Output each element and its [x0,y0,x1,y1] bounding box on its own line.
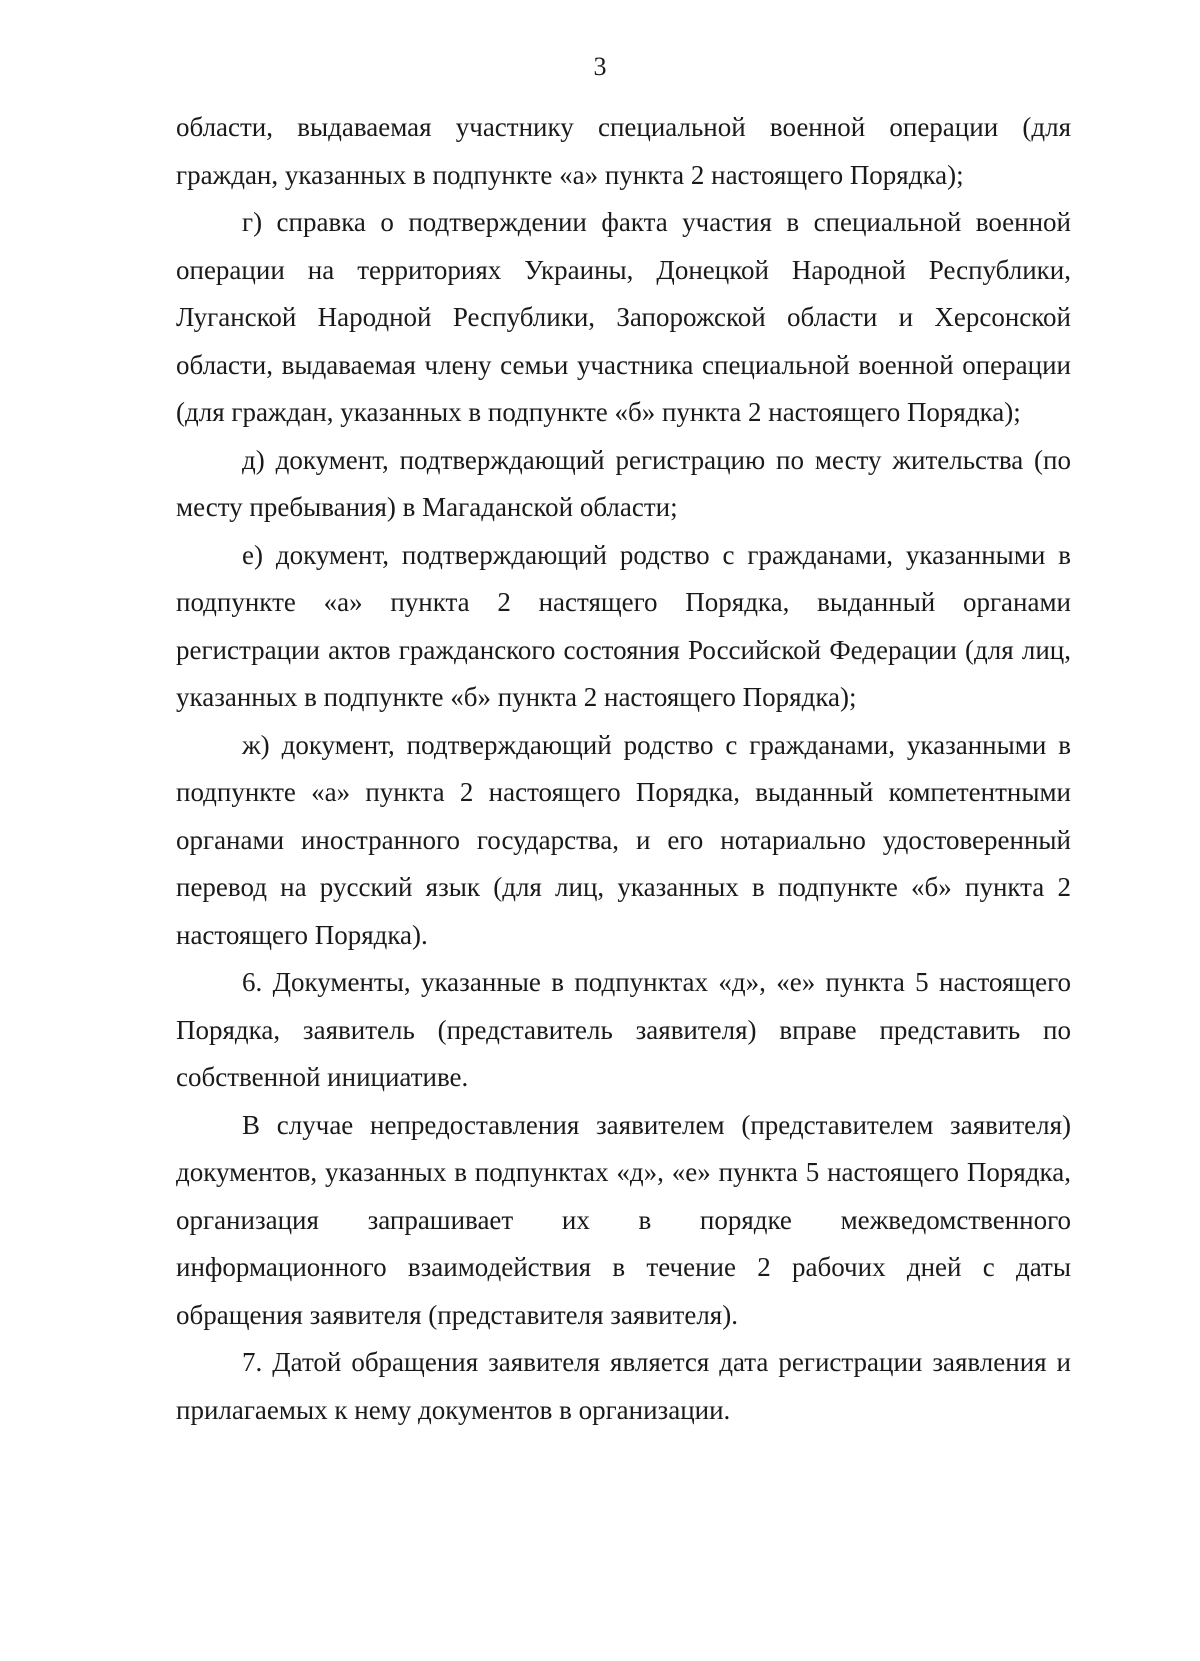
paragraph-item-g: г) справка о подтверждении факта участия в специальной военной операции на территориях Украины, Донецкой Народной Республики, Луганской Народной Республики, Запорожской области и Херсонской области, выдаваемая члену семьи участника специальной военной операции (для граждан, указанных в подпункте «б» пункта 2 настоящего Порядка); [176,207,1071,427]
document-body [176,104,1071,1434]
paragraph-continuation: области, выдаваемая участнику специальной военной операции (для граждан, указанных в подпункте «а» пункта 2 настоящего Порядка); [176,112,1071,190]
page-number: 3 [593,52,607,81]
paragraph-clause-6: 6. Документы, указанные в подпунктах «д», «е» пункта 5 настоящего Порядка, заявитель (представитель заявителя) вправе представить по собственной инициативе. [176,967,1071,1092]
paragraph-item-d: д) документ, подтверждающий регистрацию по месту жительства (по месту пребывания) в Магаданской области; [176,444,1071,522]
paragraph-item-zh: ж) документ, подтверждающий родство с гражданами, указанными в подпункте «а» пункта 2 настоящего Порядка, выданный компетентными органами иностранного государства, и его нотариально удостоверенный перевод на русский язык (для лиц, указанных в подпункте «б» пункта 2 настоящего Порядка). [176,729,1071,950]
paragraph-clause-6-continued: В случае непредоставления заявителем (представителем заявителя) документов, указанных в подпунктах «д», «е» пункта 5 настоящего Порядка, организация запрашивает их в порядке межведомственного информационного взаимодействия в течение 2 рабочих дней с даты обращения заявителя (представителя заявителя). [176,1109,1071,1330]
paragraph-clause-7: 7. Датой обращения заявителя является дата регистрации заявления и прилагаемых к нему документов в организации. [176,1347,1071,1425]
paragraph-item-e: е) документ, подтверждающий родство с гражданами, указанными в подпункте «а» пункта 2 настящего Порядка, выданный органами регистрации актов гражданского состояния Российской Федерации (для лиц, указанных в подпункте «б» пункта 2 настоящего Порядка); [176,539,1071,712]
